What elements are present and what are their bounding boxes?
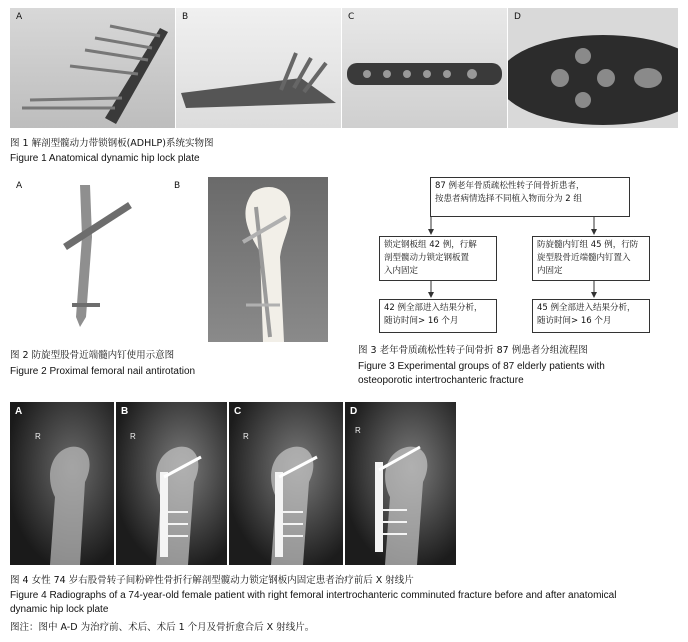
flow-left-group-box — [379, 236, 497, 281]
flow-left-result-box — [379, 299, 497, 333]
flow-right-group-line2: 旋型股骨近端髓内钉置入 — [537, 253, 631, 263]
fig4-xray-b — [116, 402, 227, 565]
fig4-c-side-mark: R — [243, 432, 249, 441]
fig3-caption-cn: 图 3 老年骨质疏松性转子间骨折 87 例患者分组流程图 — [358, 345, 588, 356]
flow-right-group-line3: 内固定 — [537, 266, 563, 276]
xray-d-plate — [345, 402, 456, 565]
fig1-panel-d-label: D — [514, 12, 521, 22]
flow-left-result-line1: 42 例全部进入结果分析， — [384, 303, 483, 313]
fig1-panel-b-label: B — [182, 12, 189, 22]
fig2-panel-a-label: A — [16, 181, 23, 191]
fig4-xray-d — [345, 402, 456, 565]
fig4-xray-a — [10, 402, 114, 565]
fig4-panel-a-label: A — [15, 406, 23, 417]
fig2-panel-b-label: B — [174, 181, 181, 191]
fig4-panel-b-label: B — [121, 406, 129, 417]
fig2-caption-cn: 图 2 防旋型股骨近端髓内钉使用示意图 — [10, 350, 175, 361]
fig1-caption-en: Figure 1 Anatomical dynamic hip lock plate — [10, 153, 200, 164]
fig3-caption-en-line2: osteoporotic intertrochanteric fracture — [358, 375, 524, 386]
flow-right-group-line1: 防旋髓内钉组 45 例，行防 — [537, 240, 639, 250]
fig1-panel-a-label: A — [16, 12, 23, 22]
fig4-note: 图注：图中 A-D 为治疗前、术后、术后 1 个月及骨折愈合后 X 射线片。 — [10, 622, 315, 633]
flow-left-group-line1: 锁定钢板组 42 例，行解 — [384, 240, 477, 250]
flow-right-result-box — [532, 299, 650, 333]
fig4-xray-c — [229, 402, 343, 565]
flow-left-result-line2: 随访时间> 16 个月 — [384, 316, 459, 326]
flow-top-line1: 87 例老年骨质疏松性转子间骨折患者， — [435, 181, 585, 191]
fig4-caption-en-line1: Figure 4 Radiographs of a 74-year-old female patient with right femoral intertrochanteric comminuted fracture before and after anatomical — [10, 590, 617, 601]
fig4-a-side-mark: R — [35, 432, 41, 441]
flow-right-result-line2: 随访时间> 16 个月 — [537, 316, 612, 326]
fig3-caption-en-line1: Figure 3 Experimental groups of 87 elderly patients with — [358, 361, 605, 372]
fig4-panel-d-label: D — [350, 406, 358, 417]
fig2-caption-en: Figure 2 Proximal femoral nail antirotation — [10, 366, 196, 377]
flow-left-group-line2: 剖型髋动力锁定钢板置 — [384, 253, 470, 263]
flow-top-line2: 按患者病情选择不同植入物而分为 2 组 — [435, 194, 582, 204]
fig4-caption-en-line2: dynamic hip lock plate — [10, 604, 109, 615]
fig4-b-side-mark: R — [130, 432, 136, 441]
fig1-caption-cn: 图 1 解剖型髋动力带锁钢板(ADHLP)系统实物图 — [10, 138, 214, 149]
flow-left-group-line3: 入内固定 — [384, 266, 419, 276]
xray-c-plate — [229, 402, 343, 565]
fig4-caption-cn: 图 4 女性 74 岁右股骨转子间粉碎性骨折行解剖型髋动力锁定钢板内固定患者治疗前后 X 射线片 — [10, 575, 414, 586]
flow-right-result-line1: 45 例全部进入结果分析， — [537, 303, 636, 313]
flow-right-group-box — [532, 236, 650, 281]
xray-b-plate — [116, 402, 227, 565]
fig4-d-side-mark: R — [355, 426, 361, 435]
flow-top-box — [430, 177, 630, 217]
xray-a-bone — [10, 402, 114, 565]
fig1-panel-c-label: C — [348, 12, 355, 22]
fig4-panel-c-label: C — [234, 406, 242, 417]
